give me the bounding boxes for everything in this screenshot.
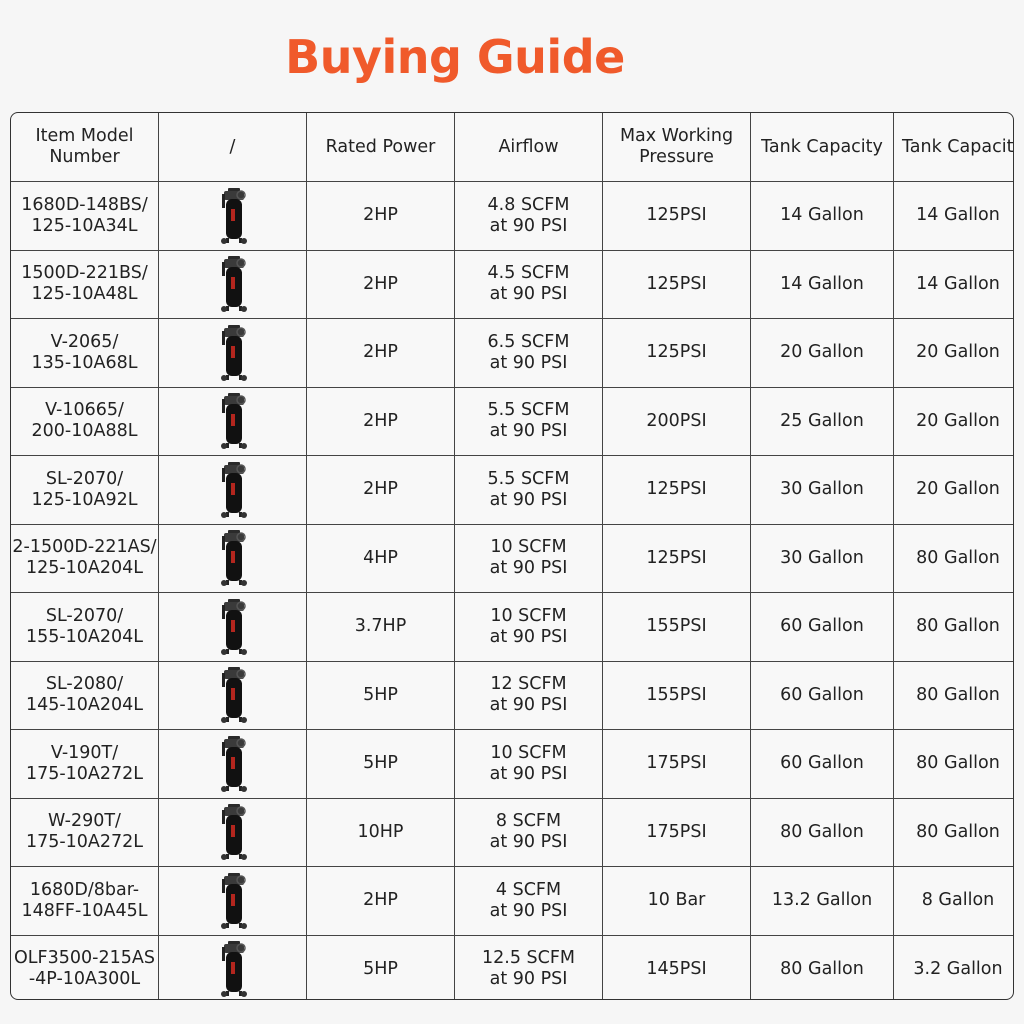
tank-capacity-cell: 60 Gallon (751, 661, 894, 730)
air-compressor-icon (213, 801, 253, 863)
table-row (11, 524, 1015, 593)
rated-power-cell: 2HP (307, 867, 455, 936)
airflow-cell: 4.8 SCFM at 90 PSI (455, 182, 603, 251)
tank-capacity-2-cell: 3.2 Gallon (894, 935, 1015, 1000)
tank-capacity-cell: 14 Gallon (751, 250, 894, 319)
pressure-cell: 125PSI (603, 319, 751, 388)
rated-power-cell: 4HP (307, 524, 455, 593)
table-row (11, 593, 1015, 662)
airflow-cell: 4.5 SCFM at 90 PSI (455, 250, 603, 319)
rated-power-cell: 2HP (307, 250, 455, 319)
header-tank-capacity: Tank Capacity (751, 113, 894, 182)
page-title: Buying Guide (285, 30, 625, 84)
model-cell: SL-2070/ 125-10A92L (11, 456, 159, 525)
product-image-cell (159, 319, 307, 388)
table-row (11, 387, 1015, 456)
air-compressor-icon (213, 664, 253, 726)
model-cell: SL-2070/ 155-10A204L (11, 593, 159, 662)
air-compressor-icon (213, 459, 253, 521)
table-row (11, 867, 1015, 936)
product-image-cell (159, 730, 307, 799)
model-cell: 2-1500D-221AS/ 125-10A204L (11, 524, 159, 593)
pressure-cell: 155PSI (603, 661, 751, 730)
pressure-cell: 145PSI (603, 935, 751, 1000)
table-row (11, 935, 1015, 1000)
tank-capacity-cell: 14 Gallon (751, 182, 894, 251)
table-row (11, 456, 1015, 525)
air-compressor-icon (213, 870, 253, 932)
air-compressor-icon (213, 322, 253, 384)
pressure-cell: 125PSI (603, 250, 751, 319)
pressure-cell: 125PSI (603, 456, 751, 525)
model-cell: V-2065/ 135-10A68L (11, 319, 159, 388)
table-row (11, 730, 1015, 799)
model-cell: OLF3500-215AS -4P-10A300L (11, 935, 159, 1000)
buying-guide-table (10, 112, 1014, 1000)
table-row (11, 661, 1015, 730)
header-max-working-pressure: Max Working Pressure (603, 113, 751, 182)
airflow-cell: 6.5 SCFM at 90 PSI (455, 319, 603, 388)
pressure-cell: 155PSI (603, 593, 751, 662)
pressure-cell: 175PSI (603, 730, 751, 799)
tank-capacity-cell: 30 Gallon (751, 524, 894, 593)
tank-capacity-cell: 80 Gallon (751, 798, 894, 867)
airflow-cell: 10 SCFM at 90 PSI (455, 593, 603, 662)
header-item-model-number: Item Model Number (11, 113, 159, 182)
tank-capacity-cell: 80 Gallon (751, 935, 894, 1000)
model-cell: 1680D-148BS/ 125-10A34L (11, 182, 159, 251)
product-image-cell (159, 250, 307, 319)
rated-power-cell: 5HP (307, 661, 455, 730)
product-image-cell (159, 661, 307, 730)
airflow-cell: 10 SCFM at 90 PSI (455, 524, 603, 593)
product-image-cell (159, 387, 307, 456)
pressure-cell: 175PSI (603, 798, 751, 867)
tank-capacity-2-cell: 8 Gallon (894, 867, 1015, 936)
product-image-cell (159, 524, 307, 593)
model-cell: V-10665/ 200-10A88L (11, 387, 159, 456)
rated-power-cell: 3.7HP (307, 593, 455, 662)
tank-capacity-2-cell: 14 Gallon (894, 182, 1015, 251)
pressure-cell: 200PSI (603, 387, 751, 456)
product-image-cell (159, 935, 307, 1000)
rated-power-cell: 5HP (307, 730, 455, 799)
rated-power-cell: 2HP (307, 387, 455, 456)
pressure-cell: 125PSI (603, 182, 751, 251)
model-cell: 1680D/8bar- 148FF-10A45L (11, 867, 159, 936)
tank-capacity-cell: 60 Gallon (751, 593, 894, 662)
tank-capacity-2-cell: 80 Gallon (894, 593, 1015, 662)
product-image-cell (159, 456, 307, 525)
tank-capacity-2-cell: 80 Gallon (894, 661, 1015, 730)
product-image-cell (159, 182, 307, 251)
airflow-cell: 12 SCFM at 90 PSI (455, 661, 603, 730)
table-row (11, 182, 1015, 251)
table-row (11, 319, 1015, 388)
product-image-cell (159, 593, 307, 662)
airflow-cell: 12.5 SCFM at 90 PSI (455, 935, 603, 1000)
tank-capacity-2-cell: 20 Gallon (894, 387, 1015, 456)
pressure-cell: 10 Bar (603, 867, 751, 936)
table-header-row (11, 113, 1015, 182)
product-image-cell (159, 798, 307, 867)
air-compressor-icon (213, 938, 253, 1000)
tank-capacity-cell: 13.2 Gallon (751, 867, 894, 936)
rated-power-cell: 2HP (307, 319, 455, 388)
table-row (11, 250, 1015, 319)
header-tank-capacity-2: Tank Capacit (894, 113, 1015, 182)
tank-capacity-2-cell: 80 Gallon (894, 798, 1015, 867)
model-cell: SL-2080/ 145-10A204L (11, 661, 159, 730)
header-rated-power: Rated Power (307, 113, 455, 182)
rated-power-cell: 5HP (307, 935, 455, 1000)
tank-capacity-cell: 25 Gallon (751, 387, 894, 456)
model-cell: 1500D-221BS/ 125-10A48L (11, 250, 159, 319)
air-compressor-icon (213, 390, 253, 452)
table-row (11, 798, 1015, 867)
air-compressor-icon (213, 253, 253, 315)
product-image-cell (159, 867, 307, 936)
rated-power-cell: 2HP (307, 456, 455, 525)
air-compressor-icon (213, 185, 253, 247)
airflow-cell: 4 SCFM at 90 PSI (455, 867, 603, 936)
air-compressor-icon (213, 596, 253, 658)
header-image: / (159, 113, 307, 182)
tank-capacity-cell: 60 Gallon (751, 730, 894, 799)
tank-capacity-2-cell: 80 Gallon (894, 730, 1015, 799)
airflow-cell: 5.5 SCFM at 90 PSI (455, 387, 603, 456)
tank-capacity-cell: 20 Gallon (751, 319, 894, 388)
airflow-cell: 10 SCFM at 90 PSI (455, 730, 603, 799)
tank-capacity-2-cell: 20 Gallon (894, 319, 1015, 388)
airflow-cell: 8 SCFM at 90 PSI (455, 798, 603, 867)
tank-capacity-2-cell: 20 Gallon (894, 456, 1015, 525)
rated-power-cell: 2HP (307, 182, 455, 251)
pressure-cell: 125PSI (603, 524, 751, 593)
model-cell: W-290T/ 175-10A272L (11, 798, 159, 867)
model-cell: V-190T/ 175-10A272L (11, 730, 159, 799)
rated-power-cell: 10HP (307, 798, 455, 867)
tank-capacity-2-cell: 14 Gallon (894, 250, 1015, 319)
tank-capacity-2-cell: 80 Gallon (894, 524, 1015, 593)
air-compressor-icon (213, 733, 253, 795)
airflow-cell: 5.5 SCFM at 90 PSI (455, 456, 603, 525)
air-compressor-icon (213, 527, 253, 589)
tank-capacity-cell: 30 Gallon (751, 456, 894, 525)
header-airflow: Airflow (455, 113, 603, 182)
